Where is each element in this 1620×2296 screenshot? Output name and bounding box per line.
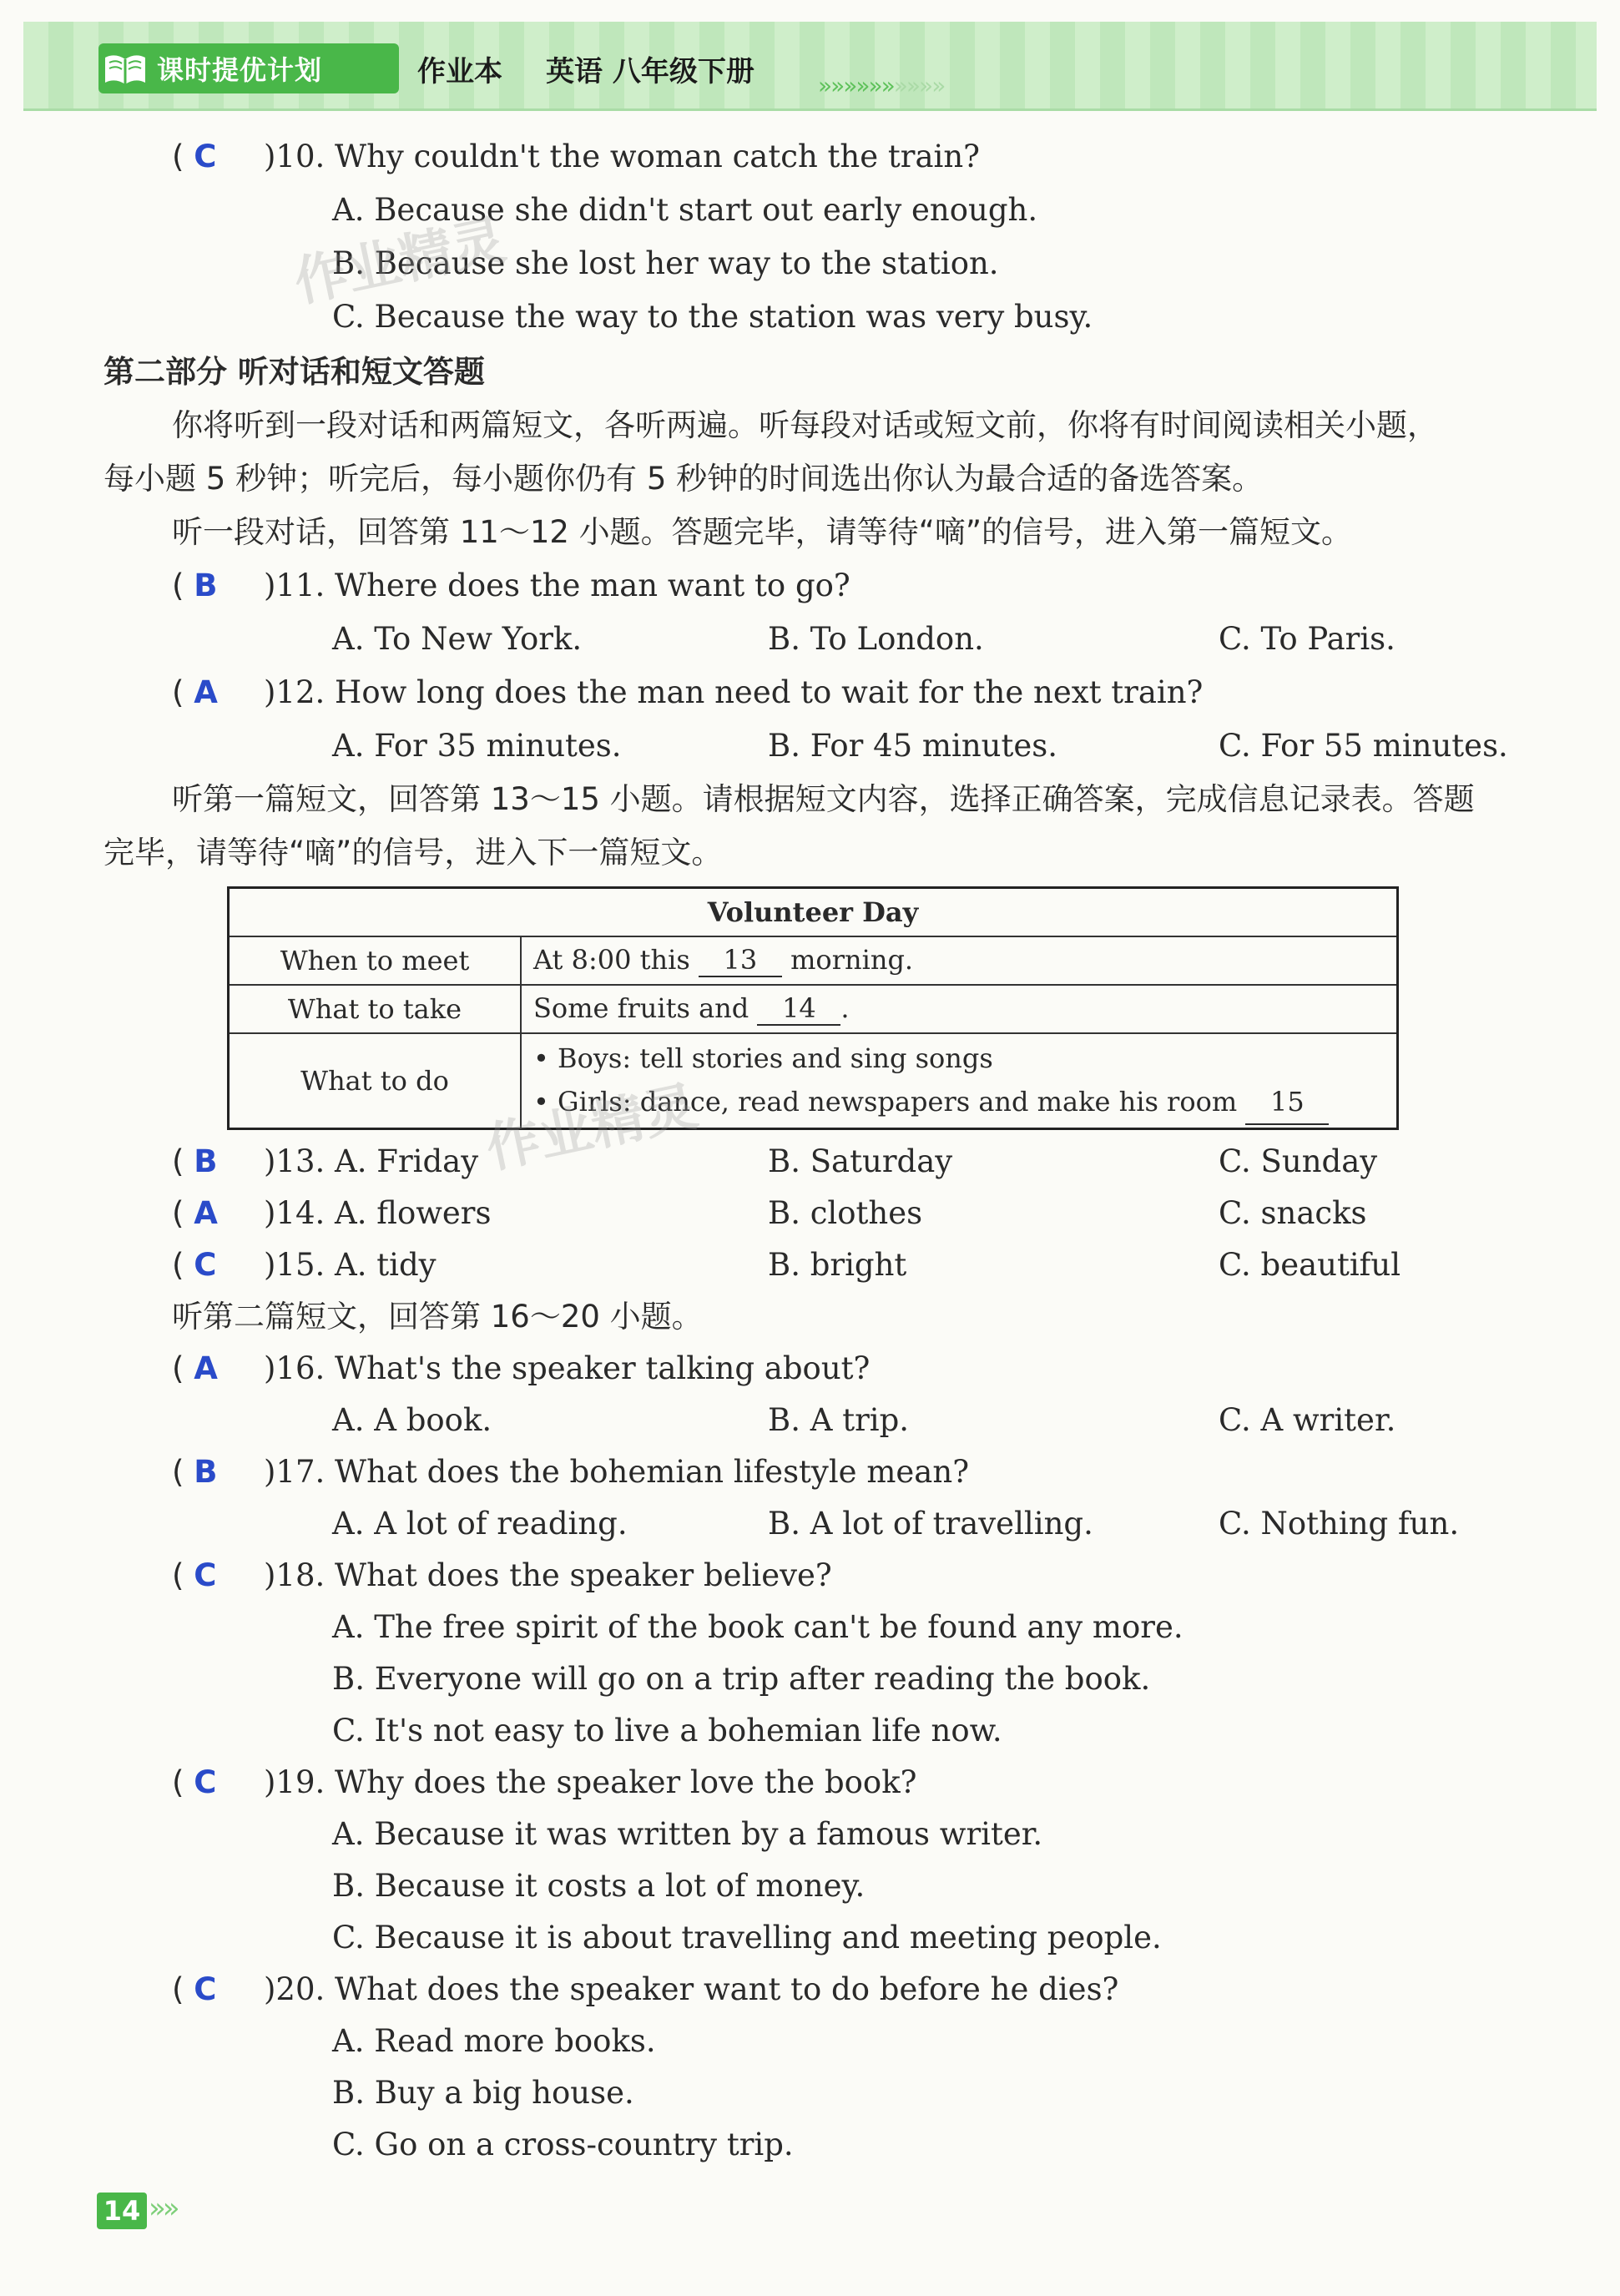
question-12: ( A )12. How long does the man need to wait for the next train? xyxy=(172,674,1204,710)
q17-option-b: B. A lot of travelling. xyxy=(768,1506,1093,1542)
series-title: 课时提优计划 xyxy=(157,54,323,86)
instructions-line-2: 每小题 5 秒钟；听完后，每小题你仍有 5 秒钟的时间选出你认为最合适的备选答案。 xyxy=(103,461,1264,497)
q14-option-c: C. snacks xyxy=(1219,1195,1367,1231)
q15-option-c: C. beautiful xyxy=(1219,1247,1401,1283)
q11-option-a: A. To New York. xyxy=(332,621,583,657)
q17-option-c: C. Nothing fun. xyxy=(1219,1506,1460,1542)
watermark: 作业精灵 xyxy=(481,1076,704,1181)
q20-option-b: B. Buy a big house. xyxy=(332,2075,634,2111)
q12-option-a: A. For 35 minutes. xyxy=(332,728,622,764)
q19-option-c: C. Because it is about travelling and meeting people. xyxy=(332,1920,1162,1955)
question-15: ( C )15. A. tidy xyxy=(172,1247,437,1283)
q14-option-b: B. clothes xyxy=(768,1195,923,1231)
question-16: ( A )16. What's the speaker talking about? xyxy=(172,1350,871,1386)
q19-option-b: B. Because it costs a lot of money. xyxy=(332,1868,866,1904)
section-title: 第二部分 听对话和短文答题 xyxy=(103,354,485,390)
row-value-take: Some fruits and 14 . xyxy=(521,985,1398,1033)
table-title: Volunteer Day xyxy=(229,888,1398,937)
blank-13: 13 xyxy=(699,944,782,977)
answer-mark: A xyxy=(194,674,218,710)
volunteer-day-table xyxy=(227,886,1399,1130)
row-value-do: • Boys: tell stories and sing songs • Girls: dance, read newspapers and make his room 15 xyxy=(521,1033,1398,1129)
answer-mark: C xyxy=(194,139,217,174)
answer-mark: C xyxy=(194,1247,217,1283)
q19-option-a: A. Because it was written by a famous writer. xyxy=(332,1816,1043,1852)
instructions-line-1: 你将听到一段对话和两篇短文，各听两遍。听每段对话或短文前，你将有时间阅读相关小题， xyxy=(172,407,1438,443)
q16-option-c: C. A writer. xyxy=(1219,1402,1396,1438)
answer-mark: A xyxy=(194,1195,218,1231)
q10-option-a: A. Because she didn't start out early enough. xyxy=(332,192,1038,228)
q10-option-c: C. Because the way to the station was very busy. xyxy=(332,299,1093,335)
row-label-when: When to meet xyxy=(229,936,522,985)
row-label-take: What to take xyxy=(229,985,522,1033)
answer-mark: C xyxy=(194,1971,217,2007)
question-14: ( A )14. A. flowers xyxy=(172,1195,492,1231)
answer-mark: C xyxy=(194,1764,217,1800)
question-19: ( C )19. Why does the speaker love the book? xyxy=(172,1764,917,1800)
q18-option-a: A. The free spirit of the book can't be found any more. xyxy=(332,1609,1183,1645)
answer-mark: A xyxy=(194,1350,218,1386)
question-11: ( B )11. Where does the man want to go? xyxy=(172,568,850,603)
q10-option-b: B. Because she lost her way to the station. xyxy=(332,245,999,281)
q11-option-c: C. To Paris. xyxy=(1219,621,1395,657)
q12-option-b: B. For 45 minutes. xyxy=(768,728,1058,764)
q12-option-c: C. For 55 minutes. xyxy=(1219,728,1508,764)
dialogue-instructions: 听一段对话，回答第 11～12 小题。答题完毕，请等待“嘀”的信号，进入第一篇短文。 xyxy=(172,514,1353,550)
question-18: ( C )18. What does the speaker believe? xyxy=(172,1557,832,1593)
passage1-instructions-2: 完毕，请等待“嘀”的信号，进入下一篇短文。 xyxy=(103,835,723,870)
blank-14: 14 xyxy=(757,992,840,1026)
subject-grade: 英语 八年级下册 xyxy=(546,55,754,88)
q18-option-b: B. Everyone will go on a trip after reading the book. xyxy=(332,1661,1151,1697)
book-type: 作业本 xyxy=(417,55,502,88)
q15-option-b: B. bright xyxy=(768,1247,907,1283)
q20-option-a: A. Read more books. xyxy=(332,2023,656,2059)
q13-option-c: C. Sunday xyxy=(1219,1143,1378,1179)
question-17: ( B )17. What does the bohemian lifestyle mean? xyxy=(172,1454,970,1490)
answer-mark: B xyxy=(194,1143,218,1179)
q16-option-b: B. A trip. xyxy=(768,1402,910,1438)
watermark: 作业精灵 xyxy=(289,209,512,315)
q16-option-a: A. A book. xyxy=(332,1402,492,1438)
blank-15: 15 xyxy=(1245,1080,1329,1125)
q13-option-b: B. Saturday xyxy=(768,1143,953,1179)
row-value-when: At 8:00 this 13 morning. xyxy=(521,936,1398,985)
question-20: ( C )20. What does the speaker want to do before he dies? xyxy=(172,1971,1119,2007)
answer-mark: C xyxy=(194,1557,217,1593)
question-13: ( B )13. A. Friday xyxy=(172,1143,479,1179)
q20-option-c: C. Go on a cross-country trip. xyxy=(332,2127,794,2162)
header-arrows-icon: »»»»»»»»»» xyxy=(818,72,945,99)
question-10: ( C )10. Why couldn't the woman catch the train? xyxy=(172,139,981,174)
passage2-instructions: 听第二篇短文，回答第 16～20 小题。 xyxy=(172,1299,703,1335)
q11-option-b: B. To London. xyxy=(768,621,984,657)
passage1-instructions-1: 听第一篇短文，回答第 13～15 小题。请根据短文内容，选择正确答案，完成信息记录表。答题 xyxy=(172,781,1475,817)
q17-option-a: A. A lot of reading. xyxy=(332,1506,628,1542)
q18-option-c: C. It's not easy to live a bohemian life now. xyxy=(332,1713,1002,1748)
answer-mark: B xyxy=(194,1454,218,1490)
page-number: 14 xyxy=(97,2193,147,2229)
row-label-do: What to do xyxy=(229,1033,522,1129)
answer-mark: B xyxy=(194,568,218,603)
page-arrows-icon: »» xyxy=(149,2192,177,2225)
